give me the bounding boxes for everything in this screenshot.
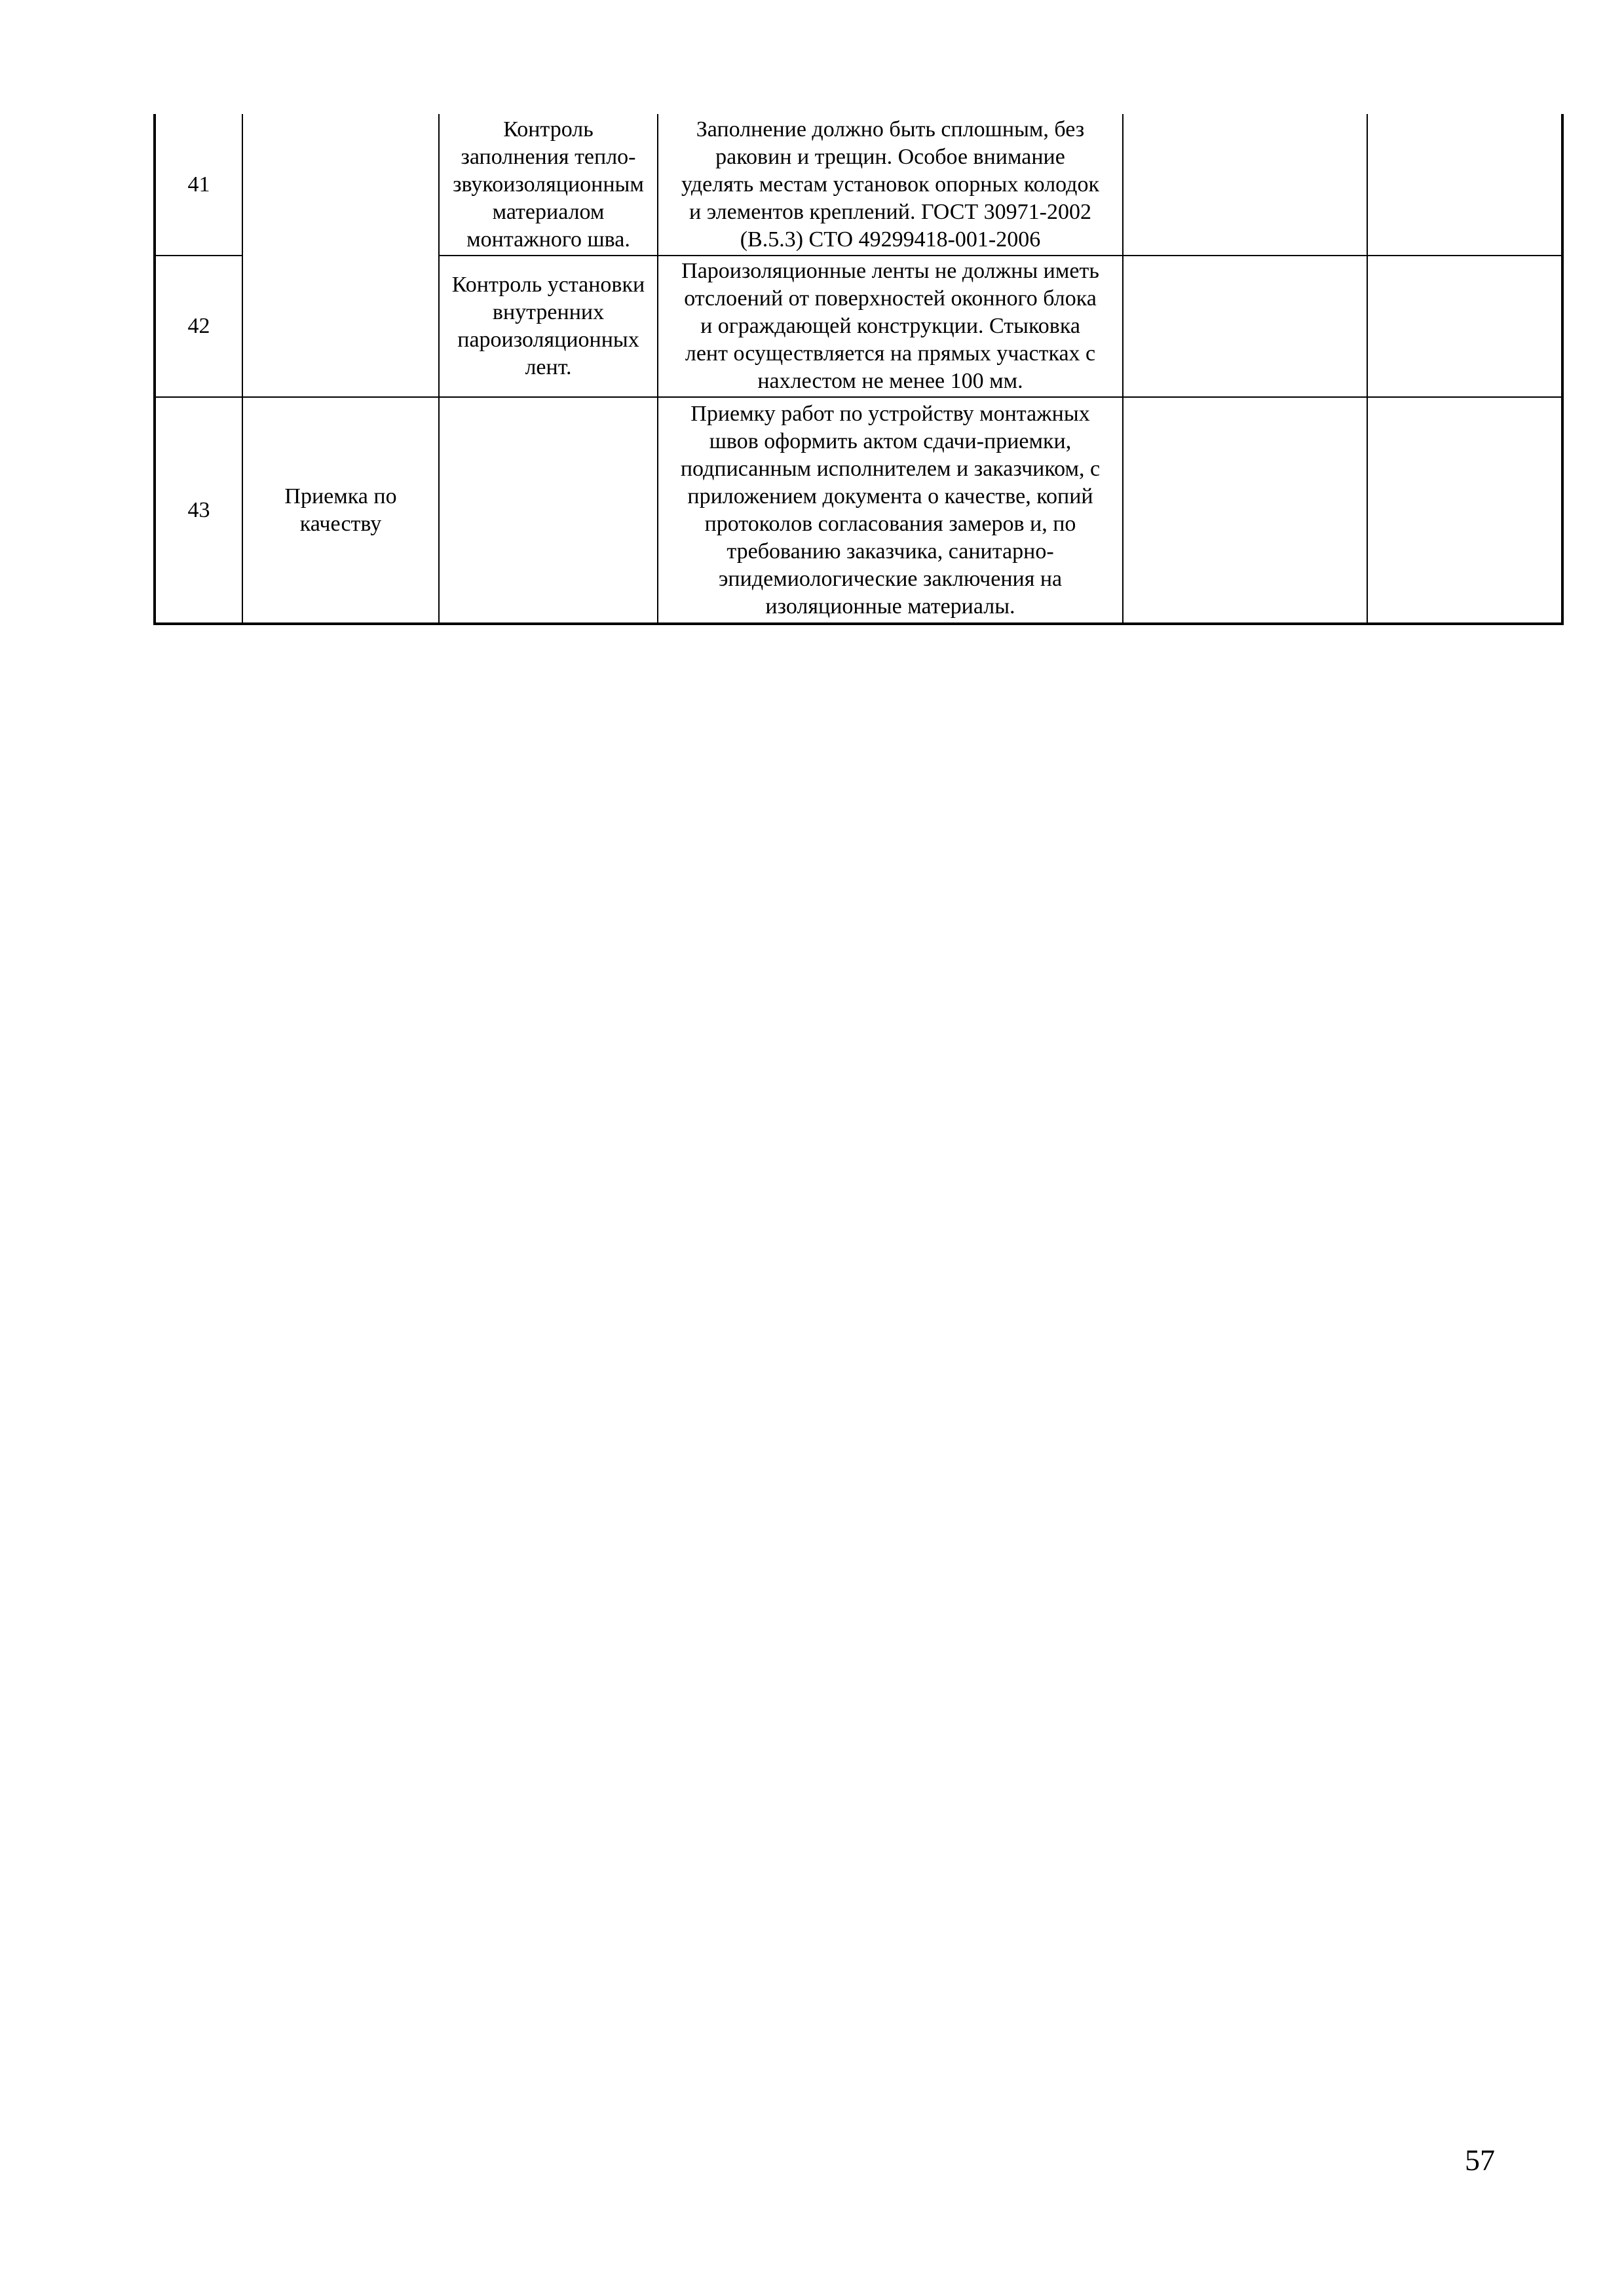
operation-cell bbox=[439, 114, 658, 256]
operation-cell bbox=[439, 397, 658, 624]
operation-line: заполнения тепло- bbox=[461, 144, 636, 169]
empty-cell bbox=[1123, 397, 1367, 624]
requirement-line: швов оформить актом сдачи-приемки, bbox=[709, 429, 1072, 453]
requirement-line: и ограждающей конструкции. Стыковка bbox=[700, 314, 1080, 338]
operation-line: Контроль установки bbox=[451, 273, 645, 297]
requirement-line: и элементов креплений. ГОСТ 30971-2002 bbox=[689, 199, 1091, 224]
empty-cell bbox=[1367, 397, 1562, 624]
requirement-line: Пароизоляционные ленты не должны иметь bbox=[681, 259, 1099, 283]
requirement-line: подписанным исполнителем и заказчиком, с bbox=[680, 456, 1101, 481]
table-row bbox=[155, 397, 1562, 624]
requirement-line: раковин и трещин. Особое внимание bbox=[715, 144, 1065, 169]
empty-cell bbox=[1123, 256, 1367, 397]
requirement-line: эпидемиологические заключения на bbox=[718, 566, 1063, 591]
stage-cell bbox=[242, 114, 439, 397]
row-number: 42 bbox=[155, 256, 242, 397]
stage-cell bbox=[242, 397, 439, 624]
requirement-cell bbox=[658, 397, 1123, 624]
requirement-line: изоляционные материалы. bbox=[765, 594, 1015, 619]
operation-line: Контроль bbox=[503, 117, 594, 142]
stage-line: Приемка по bbox=[284, 484, 397, 508]
requirement-line: отслоений от поверхностей оконного блока bbox=[684, 286, 1097, 311]
requirement-line: Заполнение должно быть сплошным, без bbox=[696, 117, 1085, 142]
empty-cell bbox=[1123, 114, 1367, 256]
operation-line: внутренних bbox=[492, 300, 605, 324]
operation-cell bbox=[439, 256, 658, 397]
empty-cell bbox=[1367, 114, 1562, 256]
empty-cell bbox=[1367, 256, 1562, 397]
stage-line: качеству bbox=[299, 511, 382, 536]
requirement-line: лент осуществляется на прямых участках с bbox=[685, 341, 1096, 366]
row-number: 41 bbox=[155, 114, 242, 256]
row-number: 43 bbox=[155, 397, 242, 624]
requirement-line: нахлестом не менее 100 мм. bbox=[757, 369, 1023, 393]
operation-line: лент. bbox=[525, 355, 572, 379]
operation-line: звукоизоляционным bbox=[453, 172, 644, 197]
requirement-cell bbox=[658, 256, 1123, 397]
inspection-table bbox=[153, 114, 1564, 625]
page-number: 57 bbox=[1465, 2143, 1495, 2177]
requirement-cell bbox=[658, 114, 1123, 256]
operation-line: материалом bbox=[492, 199, 605, 224]
requirement-line: требованию заказчика, санитарно- bbox=[727, 539, 1054, 564]
requirement-line: Приемку работ по устройству монтажных bbox=[690, 401, 1090, 426]
requirement-line: протоколов согласования замеров и, по bbox=[704, 511, 1076, 536]
operation-line: монтажного шва. bbox=[466, 227, 630, 252]
requirement-line: приложением документа о качестве, копий bbox=[687, 484, 1093, 508]
requirement-line: уделять местам установок опорных колодок bbox=[681, 172, 1099, 197]
table-row bbox=[155, 114, 1562, 256]
operation-line: пароизоляционных bbox=[457, 328, 639, 352]
requirement-line: (В.5.3) СТО 49299418-001-2006 bbox=[740, 227, 1041, 252]
